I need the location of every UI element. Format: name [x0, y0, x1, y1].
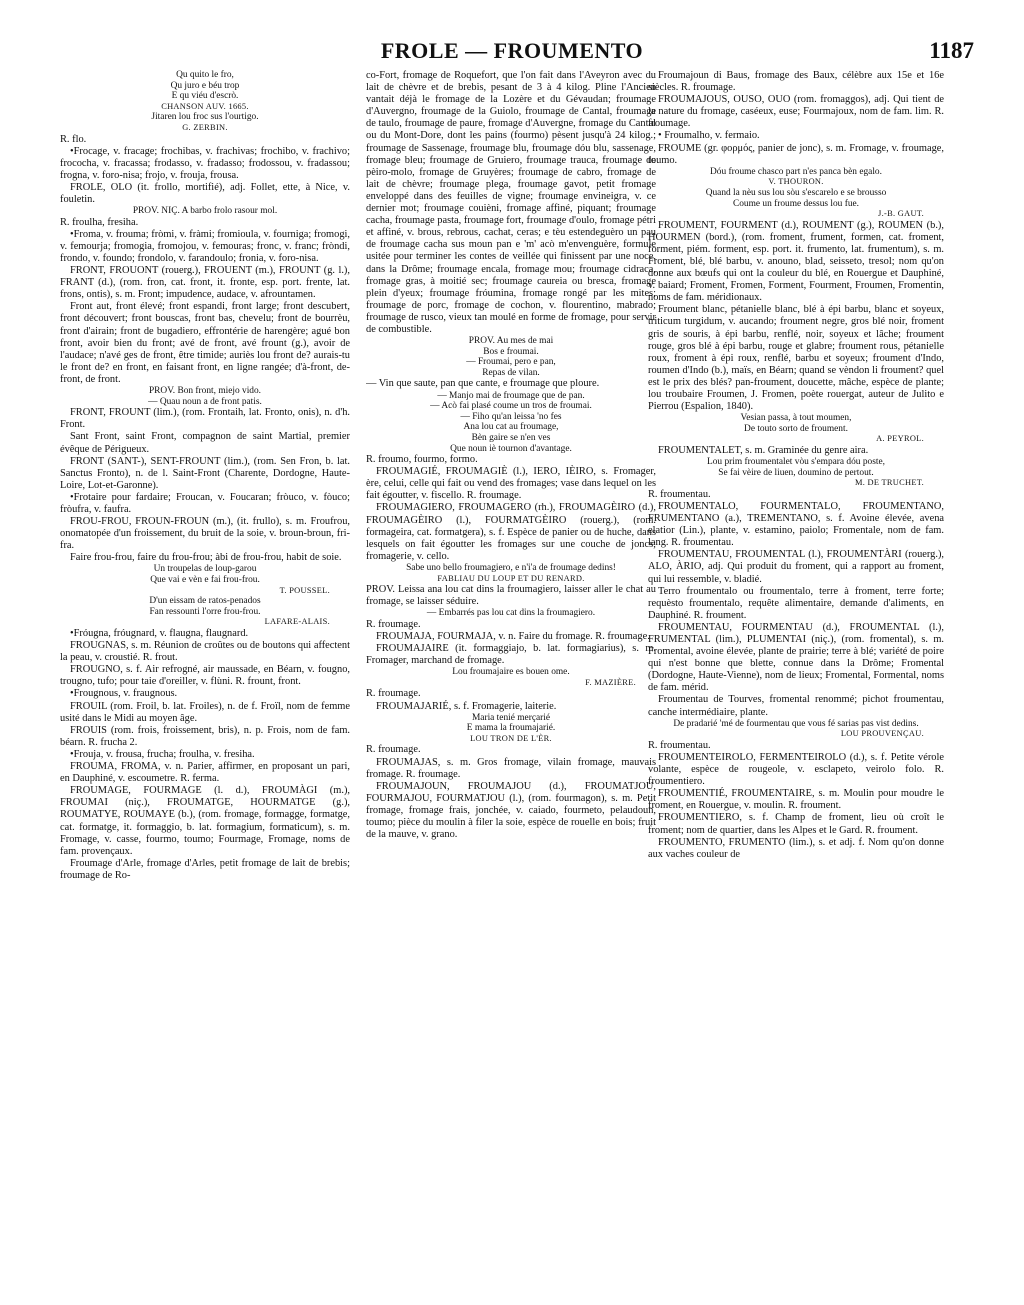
- dictionary-entry: FRONT, FROUNT (lim.), (rom. Frontaih, lat. Fronto, onis), n. d'h. Front.: [60, 407, 350, 431]
- page-number: 1187: [929, 38, 974, 63]
- dictionary-entry: FROUME (gr. φορμός, panier de jonc), s. m. Fromage, v. froumage, toumo.: [648, 142, 944, 166]
- quotation-line: De pradarié 'mé de fourmentau que vous fé sarias pas vist dedins.: [673, 718, 919, 729]
- dictionary-entry: FROUMA, FROMA, v. n. Parier, affirmer, en proposant un pari, en Dauphiné, v. escoumetre. R. ferma.: [60, 761, 350, 785]
- quotation-line: PROV. Bon front, miejo vido.: [148, 386, 262, 397]
- dictionary-entry: FROUMAGE, FOURMAGE (l. d.), FROUMÀGI (m.), FROUMAI (niç.), FROUMATGE, HOURMATGE (g.), ROUMATYE, ROUMAYE (b.), (rom. fromage, formagge, formatge, cat. formatge, it. formaggio, b. lat. formagium, formaticum), s. m. Fromage, v. casse, fourmo, toumo; Fourmage, Fromage, noms de fam. provençaux.: [60, 785, 350, 857]
- quotation-line: Qu quito le fro,: [176, 70, 234, 80]
- quotation-line: Lou froumajaire es bouen ome.: [452, 667, 570, 678]
- dictionary-entry: FROUMAJOUN, FROUMAJOU (d.), FROUMATJOU, FOURMAJOU, FOURMATJOU (l.), (rom. fourmagon), s. m. Petit fromage, fromage frais, jonchée, v. caiado, fourmeto, pelaudoun, toumo; pièce du moulin à filer la soie, espèce de rouelle en bois; fruit de la mauve, v. grano.: [366, 780, 656, 841]
- dictionary-entry: FROUMENT, FOURMENT (d.), ROUMENT (g.), ROUMEN (b.), HOURMEN (bord.), (rom. froment, frument, formen, cat. froment, forment, piém. forment, esp. port. it. frumento, lat. frumentum), s. m. Froment, blé, blé barbu, v. anouno, blad, seisseto, tresol; nom qu'on donne aux bœufs qui ont la couleur du blé, en Rouergue et Dauphiné, v. baiard; Froment, Fromen, Forment, Fourment, Froumen, Fromentin, noms de fam. méridionaux.: [648, 219, 944, 304]
- dictionary-entry: FROUIS (rom. frois, froissement, bris), n. p. Frois, nom de fam. béarn. R. frucha 2.: [60, 724, 350, 748]
- column-middle: [366, 70, 656, 1295]
- dictionary-entry: FROUMENTEIROLO, FERMENTEIROLO (d.), s. f. Petite vérole volante, espèce de rougeole, v. esclapeto, veirolo folo. R. froumentiero.: [648, 751, 944, 788]
- quotation-line: E mama la froumajarié.: [466, 723, 556, 734]
- quotation-line: — Froumai, pero e pan,: [466, 357, 556, 368]
- dictionary-entry: FROUMENTALET, s. m. Graminée du genre aira.: [658, 445, 869, 456]
- reference-line: — Vin que saute, pan que cante, e froumage que ploure.: [366, 378, 600, 390]
- quotation-line: Sabe uno bello froumagiero, e n'i'a de froumage dedins!: [406, 562, 616, 573]
- dictionary-entry: •Frougnous, v. fraugnous.: [70, 688, 178, 700]
- reference-line: R. froulha, fresiha.: [60, 216, 139, 228]
- quotation-line: Ana lou cat au froumage,: [463, 422, 559, 433]
- dictionary-entry: FROUMAJOUS, OUSO, OUO (rom. fromaggos), adj. Qui tient de la nature du fromage, caséeux, euse; Fourmajoux, nom de fam. lim. R. froumage.: [648, 94, 944, 130]
- quotation-line: Se fai vèire de liuen, doumino de pertout.: [718, 467, 874, 478]
- quotation-line: Qu juro e béu trop: [170, 80, 240, 91]
- page-header: [0, 38, 1024, 68]
- dictionary-entry: FRONT (SANT-), SENT-FROUNT (lim.), (rom. Sen Fron, b. lat. Sanctus Fronto), n. de l. Saint-Front (Charente, Dordogne, Haute-Loire, Lot-et-Garonne).: [60, 455, 350, 491]
- dictionary-entry: Faire frou-frou, faire du frou-frou; àbi de frou-frou, habit de soie.: [70, 552, 342, 564]
- quotation-line: LOU PROUVENÇAU.: [840, 729, 924, 739]
- quotation-line: Un troupelas de loup-garou: [153, 564, 257, 575]
- dictionary-entry: Front aut, front élevé; front espandi, front large; front descubert, front découvert; front bouscas, front bas, chevelu; front de bourrèu, front d'airain; front de bugadiero, effrontérie de harengère; agué bon front, avoir bien du front; avé de front, avé frount (g.), avoir de l'audace; n'avé ges de front, être timide; auriès lou front de? aurais-tu le front de? en front, en faisant front, en ligne rangée; d'à-front, de-front, de front.: [60, 301, 350, 385]
- reference-line: R. flo.: [60, 133, 87, 145]
- quotation-line: LAFARE-ALAIS.: [264, 617, 330, 627]
- dictionary-entry: Froumentau de Tourves, fromental renommé; pichot froumentau, canche intermédiaire, plante.: [648, 694, 944, 718]
- quotation-line: Jitaren lou froc sus l'ourtigo.: [151, 112, 259, 123]
- quotation-line: — Manjo mai de froumage que de pan.: [437, 390, 585, 401]
- dictionary-entry: FROUMAGIERO, FROUMAGERO (rh.), FROUMAGÈIRO (d.), FROUMAGÈIRO (l.), FOURMATGÈIRO (rouerg.), (rom. formageira, cat. formatgera), s. f. Espèce de panier ou de huche, dans lesquels on fait égoutter les fromages sur une couche de joncs; fromagerie, v. cello.: [366, 502, 656, 562]
- quotation-line: — Embarrés pas lou cat dins la froumagiero.: [426, 608, 596, 619]
- reference-line: R. froumentau.: [648, 739, 711, 751]
- quotation-line: A. PEYROL.: [876, 434, 924, 444]
- quotation-line: FABLIAU DU LOUP ET DU RENARD.: [437, 573, 585, 583]
- dictionary-entry: FROUMAGIÉ, FROUMAGIÈ (l.), IERO, IÈIRO, s. Fromager, ère, celui, celle qui fait ou vend des fromages; vase dans lequel on les fait égoutter, v. fiscello. R. froumage.: [366, 466, 656, 502]
- quotation-line: — Fiho qu'an leissa 'no fes: [460, 411, 562, 422]
- dictionary-entry: FROUMAJAIRE (it. formaggiajo, b. lat. formagiarius), s. m. Fromager, marchand de fromage.: [366, 643, 656, 667]
- dictionary-entry: •Frotaire pour fardaire; Froucan, v. Foucaran; fròuco, v. fòuco; fròufra, v. faufra.: [60, 491, 350, 515]
- quotation-line: D'un eissam de ratos-penados: [149, 596, 261, 607]
- dictionary-entry: FROUMENTO, FRUMENTO (lim.), s. et adj. f. Nom qu'on donne aux vaches couleur de: [648, 836, 944, 860]
- dictionary-entry: • Froumalho, v. fermaio.: [658, 130, 760, 142]
- dictionary-entry: FROUMENTAU, FOURMENTAU (d.), FROUMENTAL (l.), FRUMENTAL (lim.), PLUMENTAI (niç.), (rom. fromental), s. m. Fromental, avoine élevée, plante de prairie; terre à blé; variété de poire qui n'est bonne que blette, connue dans la Drôme; Fromental (Dordogne, Haute-Vienne), nom de lieux; Fromental, Formental, noms de fam. mérid.: [648, 621, 944, 694]
- reference-line: PROV. Leissa ana lou cat dins la froumagiero, laisser aller le chat au fromage, se laisser séduire.: [366, 584, 656, 608]
- dictionary-entry: FROUGNAS, s. m. Réunion de croûtes ou de boutons qui affectent la peau, v. croustié. R. frout.: [60, 640, 350, 664]
- quotation-line: Bèn gaire se n'en ves: [471, 432, 551, 443]
- dictionary-entry: Froumajoun di Baus, fromage des Baux, célèbre aux 15e et 16e siècles. R. froumage.: [648, 70, 944, 94]
- quotation-line: CHANSON AUV. 1665.: [161, 101, 249, 111]
- dictionary-entry: FROUGNO, s. f. Air refrogné, air maussade, en Béarn, v. fougno, trougno, tufo; pour taie d'oreiller, v. flùni. R. frount, front.: [60, 664, 350, 688]
- column-left: [60, 70, 350, 1295]
- quotation-line: Que vai e vèn e fai frou-frou.: [150, 575, 260, 586]
- quotation-line: PROV. NIÇ. A barbo frolo rasour mol.: [132, 206, 278, 217]
- dictionary-entry: FROU-FROU, FROUN-FROUN (m.), (it. frullo), s. m. Froufrou, onomatopée d'un froissement, du bruit de la soie, v. broun-broun, fri-fra.: [60, 516, 350, 552]
- dictionary-entry: FROUMAJARIÉ, s. f. Fromagerie, laiterie.: [376, 700, 557, 712]
- quotation-line: V. THOURON.: [768, 177, 824, 187]
- reference-line: R. froumage.: [366, 744, 421, 756]
- quotation-line: F. MAZIÈRE.: [585, 677, 636, 687]
- quotation-line: T. POUSSEL.: [279, 585, 330, 595]
- quotation-line: Quand la nèu sus lou sòu s'escarelo e se brousso: [705, 187, 887, 198]
- dictionary-entry: FROUMENTAU, FROUMENTAL (l.), FROUMENTÀRI (rouerg.), ALO, ÀRIO, adj. Qui produit du froment, qui a rapport au froment, qui lui ressemble, v. bladié.: [648, 549, 944, 585]
- dictionary-entry: FROUIL (rom. Froil, b. lat. Froiles), n. de f. Froïl, nom de femme usité dans le Midi au moyen âge.: [60, 700, 350, 724]
- dictionary-entry: FROLE, OLO (it. frollo, mortifié), adj. Follet, ette, à Nice, v. fouletin.: [60, 181, 350, 206]
- quotation-line: Dóu froume chasco part n'es panca bèn egalo.: [710, 166, 882, 177]
- dictionary-entry: •Frouja, v. frousa, frucha; froulha, v. fresiha.: [70, 748, 255, 760]
- dictionary-entry: Terro froumentalo ou froumentalo, terre à froment, terre forte; requèsto froumentalo, requête alimentaire, demande d'aliments, en Dauphiné. R. froument.: [648, 585, 944, 621]
- reference-line: co-Fort, fromage de Roquefort, que l'on fait dans l'Aveyron avec du lait de chèvre et de brebis, pesant de 3 à 4 kilog. Pline l'Ancien vantait déjà le fromage de la Lozère et du Gévaudan; froumage d'Auvergno, froumage de la Guiolo, froumage de Cantal, froumage de taulo, froumage de paure, fromage d'Auvergne, fromage du Cantal ou du Mont-Dore, dont les pains (fourmo) pèsent jusqu'à 24 kilog.; froumage de Sassenage, froumage blu, froumage dóu blu, sassenage, fromage bleu; froumage de Gruiero, froumage trauca, froumage de pèiro-molo, fromage de Gruyères; froumage de cabro, fromage de lait de chèvre; froumage plega, froumage gavot, petit fromage enveloppé dans des feuilles de vigne; froumage envineigra, v. ce dernier mot; froumage couièni, fromage affiné, piquant; froumage cacha, froumage pasta, froumage fort, froumage d'oulo, fromage pétri et affiné, v. brous, rebrous, cachat, ceras; e tèu estendeguèro un pau de froumage cacha sus moun pan e 'm' acò m'envenguère, formule usitée pour terminer les contes de veillée qui finissent par une noce, dans la Drôme; froumage encala, fromage mou; froumage cidraca, fromage gras, à moitié sec; froumage caureia ou bresca, fromage plein d'yeux; froumage fróumina, fromage rongé par les mites; froumage de porc, fromage de cochon, v. flourentino, mabrado; froumage de rusco, vieux tan moulé en forme de fromage, pour servir de combustible.: [366, 70, 656, 335]
- quotation-line: Bos e froumai.: [483, 346, 539, 357]
- running-title: FROLE — FROUMENTO: [380, 38, 644, 63]
- reference-line: R. froumentau.: [648, 488, 711, 500]
- quotation-line: PROV. Au mes de mai: [468, 336, 554, 347]
- quotation-line: J.-B. GAUT.: [878, 209, 924, 219]
- dictionary-entry: •Frocage, v. fracage; frochibas, v. frachivas; frochibo, v. frachivo; frococha, v. fracassa; frodasso, v. fradasso; frodossou, v. fradassou; frogna, v. foro-nisa; frojo, v. frouja, frousa.: [60, 145, 350, 181]
- dictionary-entry: FROUMENTIERO, s. f. Champ de froment, lieu où croît le froment; nom de quartier, dans les Alpes et le Gard. R. froument.: [648, 812, 944, 836]
- quotation-line: E qu viéu d'escrò.: [171, 91, 239, 102]
- reference-line: R. froumo, fourmo, formo.: [366, 454, 478, 466]
- column-right: [648, 70, 944, 1295]
- dictionary-entry: FROUMAJA, FOURMAJA, v. n. Faire du fromage. R. froumage.: [376, 631, 650, 642]
- quotation-line: Maria tenié merçarié: [471, 712, 551, 723]
- quotation-line: M. DE TRUCHET.: [854, 478, 924, 488]
- quotation-line: — Quau noun a de front patis.: [148, 396, 262, 407]
- dictionary-entry: FROUMENTIÉ, FROUMENTAIRE, s. m. Moulin pour moudre le froment, en Rouergue, v. moulin. R. froument.: [648, 788, 944, 812]
- dictionary-entry: FROUMENTALO, FOURMENTALO, FROUMENTANO, FRUMENTANO (a.), TREMENTANO, s. f. Avoine élevée, avena elatior (Lin.), plante, v. estamino, paiolo; Fromentale, nom de fam. lang. R. froumentau.: [648, 500, 944, 549]
- dictionary-entry: •Froma, v. frouma; fròmi, v. fràmi; fromioula, v. fourniga; fromogi, v. femourja; fromogia, fromojou, v. femouras; fronc, v. franc; fròndi, frondo, v. foundo; frondolo, v. farandoulo; fronia, v. foro-nisa.: [60, 228, 350, 264]
- quotation-line: Vesian passa, à tout moumen,: [740, 413, 852, 424]
- quotation-line: LOU TRON DE L'ÈR.: [470, 733, 552, 743]
- quotation-line: Lou prim froumentalet vòu s'empara dóu poste,: [707, 457, 885, 468]
- dictionary-entry: Froument blanc, pétanielle blanc, blé à épi barbu, blanc et soyeux, triticum turgidum, v. aucando; froument negre, gros blé noir, froment gris de souris, à épi barbu, renflé, noir, soyeux et lâche; froument rouge, gros blé à épi barbu, rouge et glabre; froument rous, pétanielle roux, froment à épi roux, renflé, barbu et soyeux; froument d'Indo, roumen d'Indo (b.), maïs, en Béarn; quand se vèndon li froument? quel est le prix des blés? pan-froument, doucette, mâche, espèce de plante; lou troubaire Froumen, J. Fromen, poète rouergat, auteur de Julito e Pierrou (Espalion, 1840).: [648, 304, 944, 413]
- quotation-line: Que noun iè tournon d'avantage.: [450, 443, 572, 454]
- dictionary-entry: Froumage d'Arle, fromage d'Arles, petit fromage de lait de brebis; froumage de Ro-: [60, 857, 350, 881]
- quotation-line: G. ZERBIN.: [182, 122, 228, 132]
- quotation-line: Repas de vilan.: [482, 367, 540, 378]
- dictionary-entry: •Fróugna, fróugnard, v. flaugna, flaugnard.: [70, 628, 249, 639]
- dictionary-entry: FRONT, FROUONT (rouerg.), FROUENT (m.), FROUNT (g. l.), FRANT (d.), (rom. fron, cat. front, it. fronte, esp. port. frente, lat. frons, ontis), s. m. Front; impudence, audace, v. afrountamen.: [60, 265, 350, 301]
- reference-line: R. froumage.: [366, 618, 421, 630]
- reference-line: R. froumage.: [366, 688, 421, 700]
- quotation-line: Coume un froume dessus lou fue.: [732, 198, 860, 209]
- dictionary-entry: Sant Front, saint Front, compagnon de saint Martial, premier évêque de Périgueux.: [60, 431, 350, 455]
- quotation-line: Fan ressounti l'orre frou-frou.: [149, 606, 261, 617]
- dictionary-entry: FROUMAJAS, s. m. Gros fromage, vilain fromage, mauvais fromage. R. froumage.: [366, 756, 656, 780]
- quotation-line: — Acò fai plasé coume un tros de froumai.: [430, 401, 592, 412]
- quotation-line: De touto sorto de froument.: [744, 423, 848, 434]
